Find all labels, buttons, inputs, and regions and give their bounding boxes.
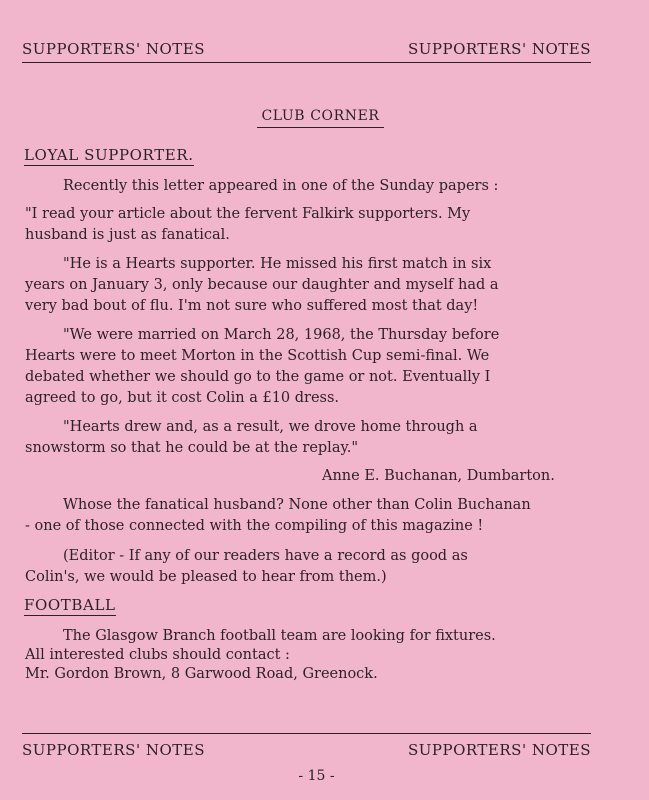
text-line: years on January 3, only because our daughter and myself had a [25, 277, 499, 293]
text-line: All interested clubs should contact : [25, 647, 290, 663]
running-footer [22, 741, 591, 759]
text-line: "We were married on March 28, 1968, the Thursday before [63, 327, 500, 343]
text-line: snowstorm so that he could be at the replay." [25, 440, 359, 456]
footer-right: SUPPORTERS' NOTES [408, 741, 591, 759]
section-heading-loyal-supporter: LOYAL SUPPORTER. [24, 146, 194, 164]
text-line: The Glasgow Branch football team are looking for fixtures. [63, 628, 496, 644]
footer-left: SUPPORTERS' NOTES [22, 741, 205, 759]
text-line: (Editor - If any of our readers have a record as good as [63, 548, 468, 564]
running-header [22, 40, 591, 58]
header-left: SUPPORTERS' NOTES [22, 40, 205, 58]
text-line: Recently this letter appeared in one of the Sunday papers : [63, 178, 499, 194]
text-line: agreed to go, but it cost Colin a £10 dress. [25, 390, 340, 406]
footer-rule [22, 733, 591, 734]
header-right: SUPPORTERS' NOTES [408, 40, 591, 58]
text-line: Mr. Gordon Brown, 8 Garwood Road, Greenock. [25, 666, 378, 682]
text-line: Colin's, we would be pleased to hear from them.) [25, 569, 387, 585]
text-line: debated whether we should go to the game or not. Eventually I [25, 369, 491, 385]
header-rule [22, 62, 591, 63]
text-line: Whose the fanatical husband? None other than Colin Buchanan [63, 497, 531, 513]
text-line: "Hearts drew and, as a result, we drove home through a [63, 419, 478, 435]
page-title: CLUB CORNER [0, 108, 641, 124]
text-line: "I read your article about the fervent Falkirk supporters. My [25, 206, 471, 222]
text-line: - one of those connected with the compiling of this magazine ! [25, 518, 484, 534]
page-number: - 15 - [298, 768, 335, 784]
text-line: Hearts were to meet Morton in the Scottish Cup semi-final. We [25, 348, 490, 364]
section-heading-football: FOOTBALL [24, 596, 116, 614]
text-line: very bad bout of flu. I'm not sure who suffered most that day! [25, 298, 479, 314]
signature-line: Anne E. Buchanan, Dumbarton. [322, 468, 555, 484]
text-line: husband is just as fanatical. [25, 227, 230, 243]
text-line: "He is a Hearts supporter. He missed his first match in six [63, 256, 492, 272]
